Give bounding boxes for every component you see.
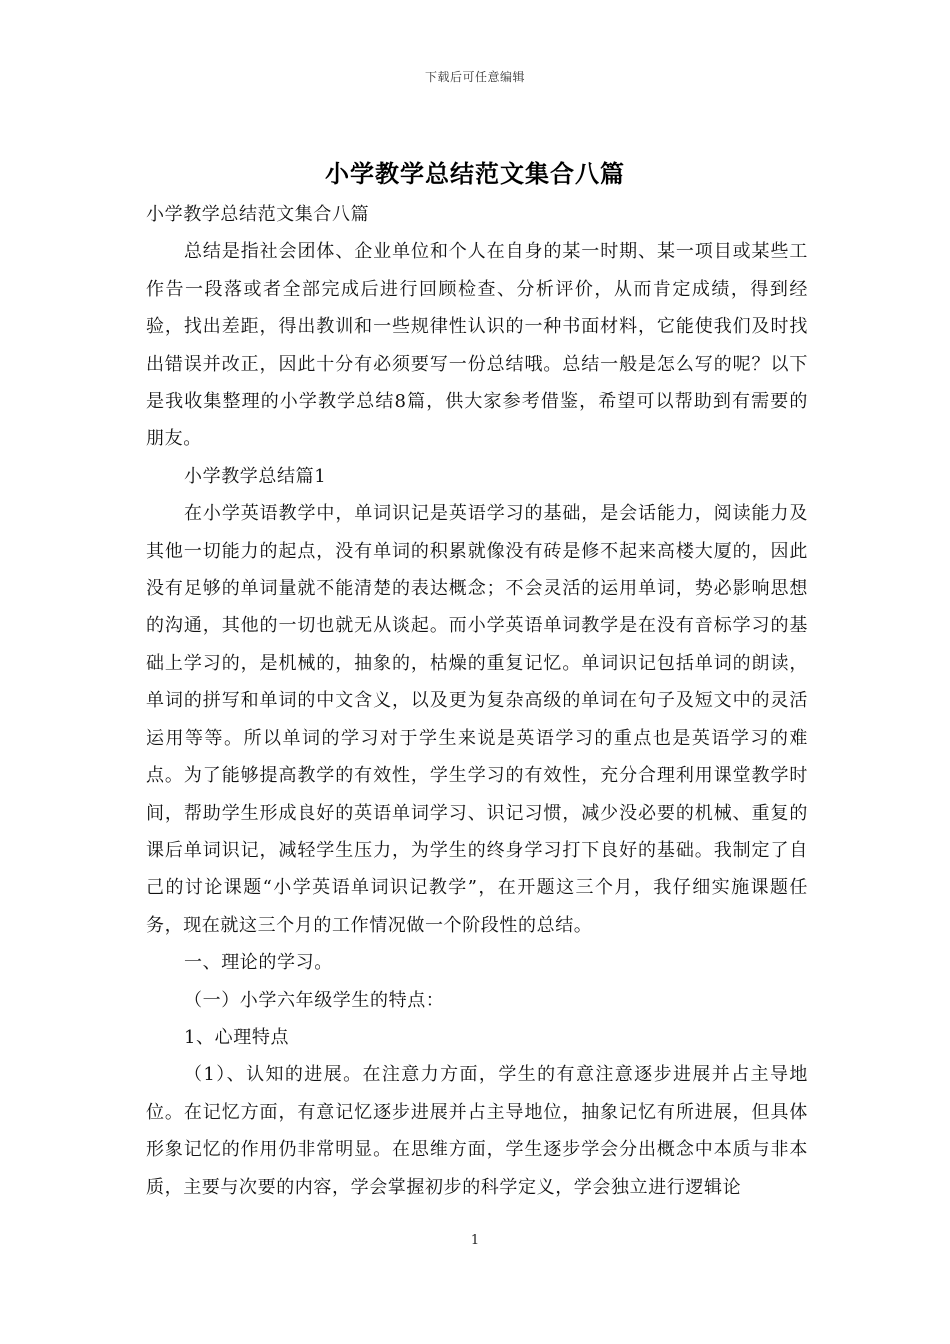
document-title: 小学教学总结范文集合八篇 <box>325 159 625 188</box>
page-number: 1 <box>470 1233 480 1248</box>
document-body <box>146 196 808 1206</box>
paragraph-intro: 总结是指社会团体、企业单位和个人在自身的某一时期、某一项目或某些工作告一段落或者全部完成后进行回顾检查、分析评价，从而肯定成绩，得到经验，找出差距，得出教训和一些规律性认识的一种书面材料，它能使我们及时找出错误并改正，因此十分有必须要写一份总结哦。总结一般是怎么写的呢？以下是我收集整理的小学教学总结8篇，供大家参考借鉴，希望可以帮助到有需要的朋友。 <box>146 241 808 450</box>
document-subtitle: 小学教学总结范文集合八篇 <box>146 204 370 225</box>
paragraph-main: 在小学英语教学中，单词识记是英语学习的基础，是会话能力，阅读能力及其他一切能力的起点，没有单词的积累就像没有砖是修不起来高楼大厦的，因此没有足够的单词量就不能清楚的表达概念；不会灵活的运用单词，势必影响思想的沟通，其他的一切也就无从谈起。而小学英语单词教学是在没有音标学习的基础上学习的，是机械的，抽象的，枯燥的重复记忆。单词识记包括单词的朗读，单词的拼写和单词的中文含义，以及更为复杂高级的单词在句子及短文中的灵活运用等等。所以单词的学习对于学生来说是英语学习的重点也是英语学习的难点。为了能够提高教学的有效性，学生学习的有效性，充分合理利用课堂教学时间，帮助学生形成良好的英语单词学习、识记习惯，减少没必要的机械、重复的课后单词识记，减轻学生压力，为学生的终身学习打下良好的基础。我制定了自己的讨论课题“小学英语单词识记教学”，在开题这三个月，我仔细实施课题任务，现在就这三个月的工作情况做一个阶段性的总结。 <box>146 503 808 936</box>
list-item: 1、心理特点 <box>184 1026 290 1048</box>
section-heading: 小学教学总结篇1 <box>184 465 327 487</box>
header-note: 下载后可任意编辑 <box>424 70 525 84</box>
list-subheading: （一）小学六年级学生的特点： <box>184 989 445 1011</box>
list-heading: 一、理论的学习。 <box>184 952 333 974</box>
paragraph-cognition: （1）、认知的进展。在注意力方面，学生的有意注意逐步进展并占主导地位。在记忆方面，有意记忆逐步进展并占主导地位，抽象记忆有所进展，但具体形象记忆的作用仍非常明显。在思维方面，学生逐步学会分出概念中本质与非本质，主要与次要的内容，学会掌握初步的科学定义，学会独立进行逻辑论 <box>146 1064 808 1198</box>
